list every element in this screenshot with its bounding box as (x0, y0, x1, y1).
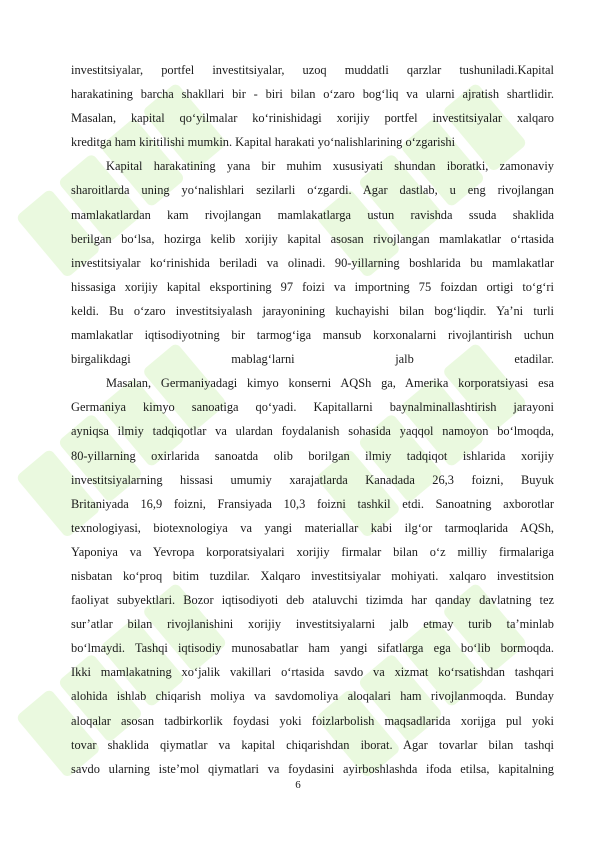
text-line: investitsiyalarning hissasi umumiy xarajatlarda Kanadada 26,3 foizni, Buyuk (71, 472, 554, 487)
text-line: Germaniya kimyo sanoatiga qo‘yadi. Kapitallarni baynalminallashtirish jarayoni (71, 400, 554, 415)
paragraph-first-line: Kapital harakatining yana bir muhim xususiyati shundan iboratki, zamonaviy (106, 159, 554, 174)
text-line: Britaniyada 16,9 foizni, Fransiyada 10,3 foizni tashkil etdi. Sanoatning axborotlar (71, 496, 554, 511)
text-line: berilgan bo‘lsa, hozirga kelib xorijiy kapital asosan rivojlangan mamlakatlar o‘rtasida (71, 231, 554, 246)
paragraph-first-line: Masalan, Germaniyadagi kimyo konserni AQSh ga, Amerika korporatsiyasi esa (106, 376, 554, 391)
text-line: faoliyat subyektlari. Bozor iqtisodiyoti deb ataluvchi tizimda har qanday davlatning tez (71, 593, 554, 608)
text-line: investitsiyalar, portfel investitsiyalar, uzoq muddatli qarzlar tushuniladi.Kapital (71, 63, 554, 77)
text-line: keldi. Bu o‘zaro investitsiyalash jarayonining kuchayishi bilan bog‘liqdir. Ya’ni turli (71, 303, 554, 318)
text-line: 80-yillarning oxirlarida sanoatda olib borilgan ilmiy tadqiqot ishlarida xorijiy (71, 448, 554, 463)
text-line: investitsiyalar ko‘rinishida beriladi va olinadi. 90-yillarning boshlarida bu mamlakatlar (71, 255, 554, 270)
text-line: hissasiga xorijiy kapital eksportining 97 foizi va importning 75 foizdan ortigi to‘g‘ri (71, 279, 554, 294)
page-number: 6 (295, 779, 301, 791)
text-line: texnologiyasi, biotexnologiya va yangi materiallar kabi ilg‘or tarmoqlarida AQSh, (71, 520, 554, 535)
text-line: nisbatan ko‘proq bitim tuzdilar. Xalqaro investitsiyalar mohiyati. xalqaro investitsion (71, 568, 554, 583)
text-line: savdo ularning iste’mol qiymatlari va foydasini ayirboshlashda ifoda etilsa, kapitalning (71, 761, 554, 776)
text-line: mamlakatlardan kam rivojlangan mamlakatlarga ustun ravishda ssuda shaklida (71, 207, 554, 222)
body-text (71, 58, 554, 781)
text-line: mamlakatlar iqtisodiyotning bir tarmog‘iga mansub korxonalarni rivojlantirish uchun (71, 328, 554, 343)
text-line: harakatining barcha shakllari bir - biri bilan o‘zaro bog‘liq va ularni ajratish shartlidir. (71, 87, 554, 102)
text-line: bo‘lmaydi. Tashqi iqtisodiy munosabatlar ham yangi sifatlarga ega bo‘lib bormoqda. (71, 641, 554, 656)
text-line: sharoitlarda uning yo‘nalishlari sezilarli o‘zgardi. Agar dastlab, u eng rivojlangan (71, 183, 554, 198)
text-line: Masalan, kapital qo‘yilmalar ko‘rinishidagi xorijiy portfel investitsiyalar xalqaro (71, 111, 554, 126)
text-line: Ikki mamlakatning xo‘jalik vakillari o‘rtasida savdo va xizmat ko‘rsatishdan tashqari (71, 665, 554, 680)
text-line: aloqalar asosan tadbirkorlik foydasi yoki foizlarbolish maqsadlarida xorijga pul yoki (71, 713, 554, 728)
text-line: alohida ishlab chiqarish moliya va savdomoliya aloqalari ham rivojlanmoqda. Bunday (71, 689, 554, 704)
text-line: sur’atlar bilan rivojlanishini xorijiy investitsiyalarni jalb etmay turib ta’minlab (71, 617, 554, 632)
text-line: tovar shaklida qiymatlar va kapital chiqarishdan iborat. Agar tovarlar bilan tashqi (71, 737, 554, 752)
text-line: ayniqsa ilmiy tadqiqotlar va ulardan foydalanish sohasida yaqqol namoyon bo‘lmoqda, (71, 424, 554, 439)
text-line: Yaponiya va Yevropa korporatsiyalari xorijiy firmalar bilan o‘z milliy firmalariga (71, 544, 554, 559)
text-line: kreditga ham kiritilishi mumkin. Kapital harakati yo‘nalishlarining o‘zgarishi (71, 135, 456, 150)
text-line: birgalikdagi mablag‘larni jalb etadilar. (71, 352, 554, 367)
